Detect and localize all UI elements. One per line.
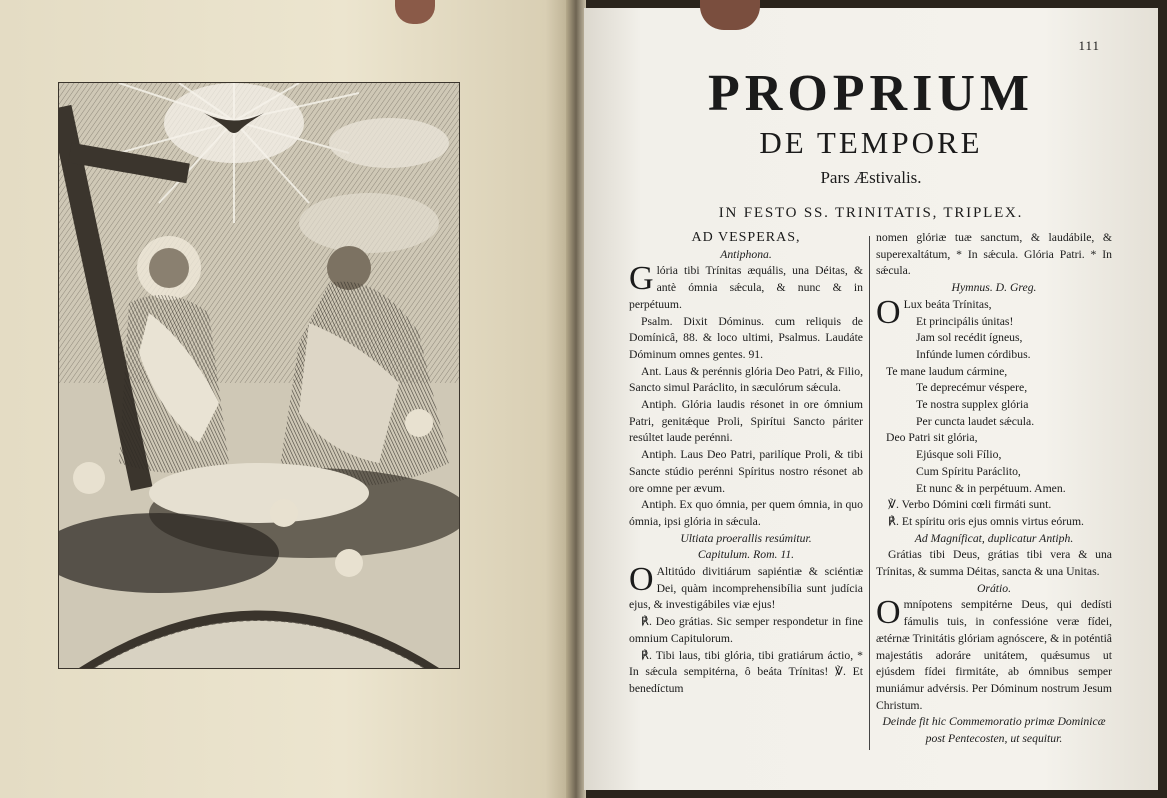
text-line: Per cuncta laudet sǽcula. <box>916 414 1035 428</box>
text-line: OLux beáta Trínitas, <box>876 293 992 331</box>
left-page <box>0 0 574 798</box>
text-line: Capitulum. Rom. 11. <box>697 548 795 562</box>
text-line: AD VESPERAS, <box>691 230 801 245</box>
text-line: Psalm. Dixit Dóminus. cum reliquis de Domínicâ, 88. & loco ultimi, Psalmus. Laudáte Dóminum omnes gentes. 91. <box>629 314 863 361</box>
text-column-right <box>876 230 1112 748</box>
engraving-illustration <box>59 83 459 668</box>
text-line: ℣. Verbo Dómini cœli firmáti sunt. <box>888 498 1052 512</box>
text-line: Deo Patri sit glória, <box>886 431 978 445</box>
page-title: PROPRIUM <box>708 65 1034 122</box>
trinity-engraving <box>58 82 460 669</box>
text-line: Et nunc & in perpétuum. Amen. <box>916 481 1066 495</box>
text-line: Antiph. Laus Deo Patri, parilíque Proli, & tibi Sancte stúdio perénni Spíritus nostro résonet ab ore omne per ævum. <box>629 448 863 495</box>
text-line: Ejúsque soli Fílio, <box>916 448 1002 462</box>
text-line: Antiphona. <box>720 247 772 261</box>
text-line: Antiph. Glória laudis résonet in ore ómnium Patri, genitǽque Proli, Spirítui Sancto páriter resúltet laude perénni. <box>629 398 863 445</box>
page-subtitle: DE TEMPORE <box>759 125 983 160</box>
column-divider <box>869 236 870 750</box>
text-line: ℟. Et spíritu oris ejus omnis virtus eórum. <box>888 514 1084 528</box>
text-line: Hymnus. D. Greg. <box>951 281 1037 295</box>
text-line: Te deprecémur véspere, <box>916 381 1028 395</box>
text-column-left <box>629 230 863 698</box>
text-line: Orátio. <box>976 581 1012 595</box>
text-line: Infúnde lumen córdibus. <box>916 347 1031 361</box>
text-line: Glória tibi Trínitas æquális, una Déitas, & antè ómnia sǽcula, & nunc & in perpétuum. <box>629 260 863 311</box>
book-gutter <box>566 0 586 798</box>
feast-heading: IN FESTO SS. TRINITATIS, TRIPLEX. <box>718 205 1024 221</box>
right-page <box>584 8 1158 790</box>
text-line: Ant. Laus & perénnis glória Deo Patri, & Filio, Sancto simul Paráclito, in sæculórum sǽcula. <box>629 364 863 395</box>
text-line: Grátias tibi Deus, grátias tibi vera & una Trínitas, & summa Déitas, sancta & una Unitas. <box>876 548 1112 579</box>
text-line: Deinde fit hic Commemoratio primæ Dominicæ post Pentecosten, ut sequitur. <box>882 715 1106 746</box>
text-line: Antiph. Ex quo ómnia, per quem ómnia, in quo ómnia, ipsi glória in sǽcula. <box>629 498 863 528</box>
text-line: Et principális únitas! <box>916 314 1014 328</box>
text-line: Cum Spíritu Paráclito, <box>916 464 1021 478</box>
text-line: ℟. Deo grátias. Sic semper respondetur in fine omnium Capitulorum. <box>629 615 863 645</box>
text-line: Te mane laudum cármine, <box>886 364 1008 378</box>
text-line: Ad Magníficat, duplicatur Antiph. <box>914 531 1074 545</box>
season-label: Pars Æstivalis. <box>820 168 922 187</box>
text-line: nomen glóriæ tuæ sanctum, & laudábile, & superexaltátum, * In sǽcula. Glória Patri. * In sǽcula. <box>876 231 1112 278</box>
text-line: OAltitúdo divitiárum sapiéntiæ & sciéntiæ Dei, quàm incomprehensibília sunt judícia ejus, & investigábiles viæ ejus! <box>629 561 863 612</box>
text-line: ℟. Tibi laus, tibi glória, tibi gratiárum áctio, * In sǽcula sempitérna, ô beáta Trínitas! ℣. Et benedíctum <box>629 648 863 695</box>
page-number: 111 <box>1078 38 1100 53</box>
text-line: Te nostra supplex glória <box>916 398 1029 412</box>
text-line: Ultiata proerallis resúmitur. <box>680 531 812 545</box>
text-line: Jam sol recédit ígneus, <box>916 331 1023 345</box>
text-line: Omnípotens sempitérne Deus, qui dedísti fámulis tuis, in confessióne veræ fídei, ætérnæ Trinitátis glóriam agnóscere, & in poténtiâ majestátis adoráre unitátem, quǽsumus ut ejúsdem fídei firmitáte, ab ómnibus semper muniámur advérsis. Per Dóminum nostrum Jesum Christum. <box>876 594 1112 712</box>
